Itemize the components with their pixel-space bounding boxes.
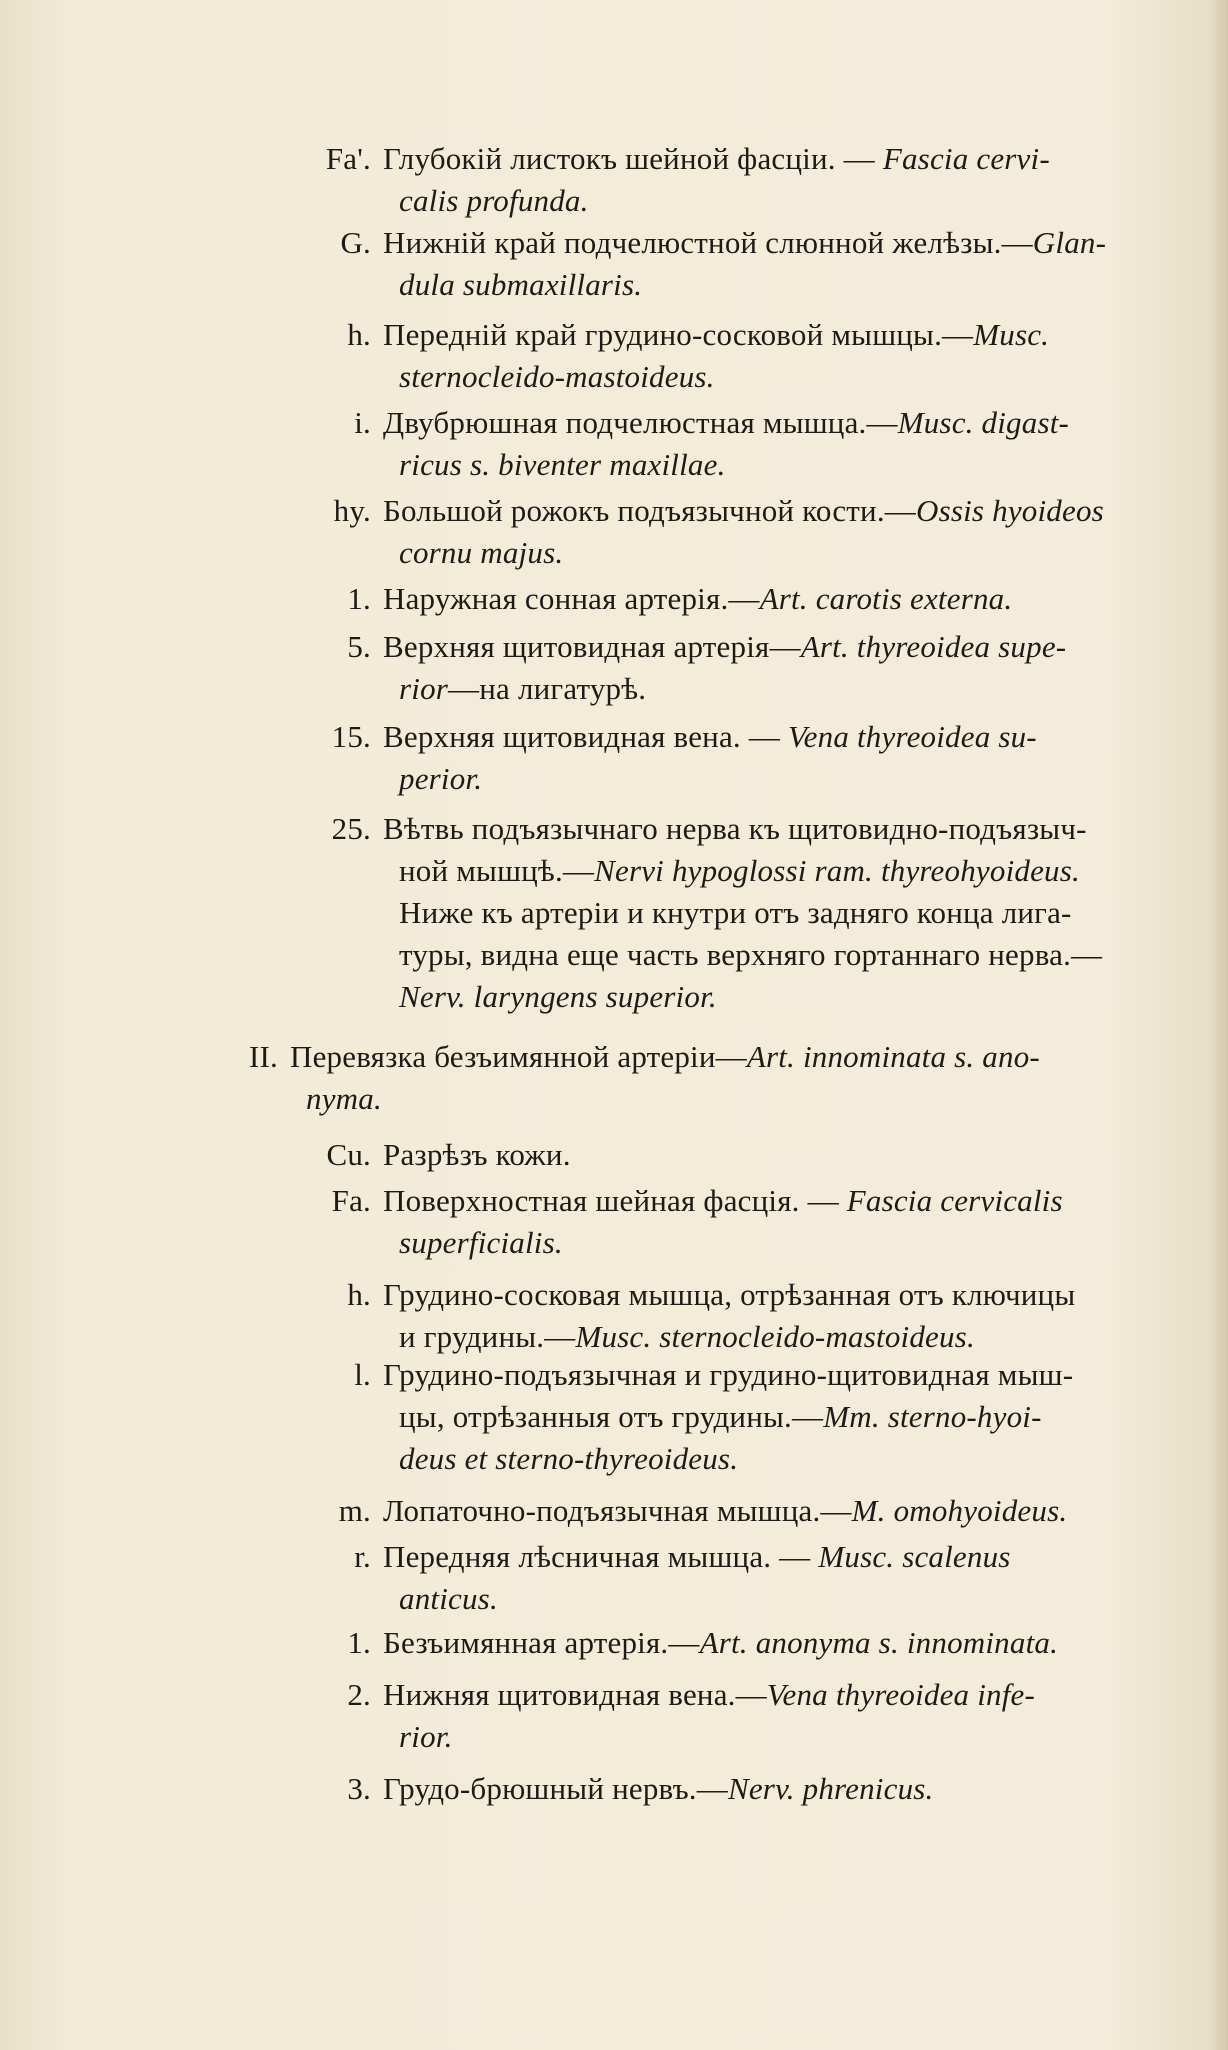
page-gutter-shadow	[1210, 0, 1228, 2050]
entry-marker: G.	[340, 225, 371, 260]
russian-text: Грудино-подъязычная и грудино-щитовидная мыш-	[383, 1357, 1074, 1392]
entry-line	[383, 1180, 1063, 1222]
russian-text: Большой рожокъ подъязычной кости.—	[383, 493, 916, 528]
latin-term: sternocleido-mastoideus.	[399, 359, 715, 394]
entry-15	[331, 716, 1037, 800]
entry-line	[383, 138, 1050, 180]
entry-line	[383, 1396, 1073, 1438]
entry-marker: hy.	[333, 493, 371, 528]
entry-marker: II.	[249, 1039, 278, 1074]
latin-term: Vena thyreoidea su-	[787, 719, 1037, 754]
latin-term: cornu majus.	[399, 535, 564, 570]
russian-text: и грудины.—	[399, 1319, 576, 1354]
latin-term: Nerv. laryngens superior.	[399, 979, 717, 1014]
entry-line	[383, 1674, 1035, 1716]
entry-marker: 25.	[331, 811, 371, 846]
entry-marker: 5.	[347, 629, 371, 664]
entry-line	[383, 1536, 1011, 1578]
russian-text: Разрѣзъ кожи.	[383, 1137, 571, 1172]
latin-term: dula submaxillaris.	[399, 267, 643, 302]
entry-marker: Fa'.	[325, 141, 371, 176]
section-ii	[249, 1036, 1040, 1120]
entry-marker: r.	[354, 1539, 371, 1574]
entry-line	[383, 180, 1050, 222]
russian-text: Наружная сонная артерія.—	[383, 581, 760, 616]
latin-term: Art. innominata s. ano-	[746, 1039, 1040, 1074]
entry-line	[290, 1078, 1040, 1120]
entry-line	[383, 264, 1106, 306]
entry-line	[383, 1134, 571, 1176]
latin-term: Musc.	[973, 317, 1050, 352]
entry-3	[347, 1768, 934, 1810]
russian-text: Поверхностная шейная фасція. —	[383, 1183, 847, 1218]
latin-term: Ossis hyoideos	[915, 493, 1104, 528]
entry-marker: h.	[347, 1277, 371, 1312]
entry-line	[383, 314, 1049, 356]
russian-text: Перевязка безъимянной артеріи—	[290, 1039, 747, 1074]
latin-term: Mm. sterno-hyoi-	[823, 1399, 1042, 1434]
entry-cu	[326, 1134, 571, 1176]
entry-line	[383, 1316, 1075, 1358]
entry-i	[354, 402, 1070, 486]
entry-marker: l.	[354, 1357, 371, 1392]
entry-line	[290, 1036, 1040, 1078]
entry-line	[383, 626, 1066, 668]
russian-text: Грудино-сосковая мышца, отрѣзанная отъ ключицы	[383, 1277, 1076, 1312]
entry-line	[383, 668, 1066, 710]
entry-marker: 1.	[347, 581, 371, 616]
latin-term: Musc. digast-	[897, 405, 1070, 440]
entry-line	[383, 402, 1069, 444]
russian-text: Лопаточно-подъязычная мышца.—	[383, 1493, 852, 1528]
russian-text: Вѣтвь подъязычнаго нерва къ щитовидно-подъязыч-	[383, 811, 1087, 846]
entry-marker: h.	[347, 317, 371, 352]
entry-fa-prime	[325, 138, 1050, 222]
latin-term: Art. thyreoidea supe-	[800, 629, 1067, 664]
russian-text: —на лигатурѣ.	[448, 671, 647, 706]
latin-term: Nervi hypoglossi ram. thyreohyoideus.	[594, 853, 1080, 888]
entry-line	[383, 1274, 1075, 1316]
latin-term: Fascia cervi-	[882, 141, 1050, 176]
latin-term: superficialis.	[399, 1225, 563, 1260]
entry-line	[383, 850, 1102, 892]
russian-text: Грудо-брюшный нервъ.—	[383, 1771, 728, 1806]
entry-line	[383, 1768, 934, 1810]
latin-term: rior	[399, 671, 449, 706]
entry-marker: m.	[338, 1493, 371, 1528]
entry-line	[383, 222, 1106, 264]
russian-text: Верхняя щитовидная артерія—	[383, 629, 801, 664]
latin-term: calis profunda.	[399, 183, 589, 218]
entry-marker: i.	[354, 405, 371, 440]
entry-line	[383, 532, 1104, 574]
latin-term: deus et sterno-thyreoideus.	[399, 1441, 739, 1476]
entry-hy	[333, 490, 1104, 574]
russian-text: Ниже къ артеріи и кнутри отъ задняго конца лига-	[399, 895, 1072, 930]
entry-line	[383, 976, 1102, 1018]
russian-text: Безъимянная артерія.—	[383, 1625, 700, 1660]
entry-fa	[331, 1180, 1063, 1264]
entry-25	[331, 808, 1103, 1018]
entry-line	[383, 892, 1102, 934]
russian-text: Верхняя щитовидная вена. —	[383, 719, 788, 754]
latin-term: ricus s. biventer maxillae.	[399, 447, 726, 482]
latin-term: Glan-	[1032, 225, 1107, 260]
latin-term: Musc. scalenus	[818, 1539, 1011, 1574]
entry-line	[383, 934, 1102, 976]
russian-text: Глубокій листокъ шейной фасціи. —	[383, 141, 883, 176]
latin-term: M. omohyoideus.	[851, 1493, 1068, 1528]
entry-g	[340, 222, 1107, 306]
latin-term: Art. anonyma s. innominata.	[699, 1625, 1059, 1660]
latin-term: nyma.	[306, 1081, 382, 1116]
entry-2	[347, 1674, 1036, 1758]
entry-line	[383, 1438, 1073, 1480]
entry-1-b	[347, 1622, 1059, 1664]
entry-marker: Cu.	[326, 1137, 371, 1172]
entry-line	[383, 758, 1037, 800]
russian-text: Нижній край подчелюстной слюнной желѣзы.—	[383, 225, 1033, 260]
entry-line	[383, 1222, 1063, 1264]
russian-text: цы, отрѣзанныя отъ грудины.—	[399, 1399, 824, 1434]
entry-marker: Fa.	[331, 1183, 371, 1218]
entry-line	[383, 1622, 1058, 1664]
entry-line	[383, 1490, 1067, 1532]
entry-h-2	[347, 1274, 1076, 1358]
russian-text: Нижняя щитовидная вена.—	[383, 1677, 767, 1712]
russian-text: Передняя лѣсничная мышца. —	[383, 1539, 819, 1574]
russian-text: туры, видна еще часть верхняго гортаннаго нерва.—	[399, 937, 1103, 972]
entry-5	[347, 626, 1067, 710]
entry-l	[354, 1354, 1074, 1480]
entry-r	[354, 1536, 1011, 1620]
entry-line	[383, 1716, 1035, 1758]
latin-term: Fascia cervicalis	[846, 1183, 1063, 1218]
entry-h	[347, 314, 1050, 398]
entry-marker: 3.	[347, 1771, 371, 1806]
entry-line	[383, 1354, 1073, 1396]
entry-line	[383, 716, 1037, 758]
latin-term: Nerv. phrenicus.	[727, 1771, 934, 1806]
entry-1-a	[347, 578, 1013, 620]
entry-line	[383, 356, 1049, 398]
entry-line	[383, 1578, 1011, 1620]
latin-term: Musc. sternocleido-mastoideus.	[575, 1319, 975, 1354]
entry-line	[383, 808, 1102, 850]
entry-line	[383, 578, 1012, 620]
entry-line	[383, 490, 1104, 532]
latin-term: Art. carotis externa.	[759, 581, 1013, 616]
latin-term: Vena thyreoidea infe-	[766, 1677, 1036, 1712]
russian-text: ной мышцѣ.—	[399, 853, 595, 888]
russian-text: Двубрюшная подчелюстная мышца.—	[383, 405, 898, 440]
latin-term: rior.	[399, 1719, 453, 1754]
russian-text: Передній край грудино-сосковой мышцы.—	[383, 317, 974, 352]
entry-marker: 1.	[347, 1625, 371, 1660]
entry-line	[383, 444, 1069, 486]
latin-term: anticus.	[399, 1581, 498, 1616]
entry-marker: 15.	[331, 719, 371, 754]
entry-marker: 2.	[347, 1677, 371, 1712]
latin-term: perior.	[399, 761, 483, 796]
entry-m	[338, 1490, 1068, 1532]
